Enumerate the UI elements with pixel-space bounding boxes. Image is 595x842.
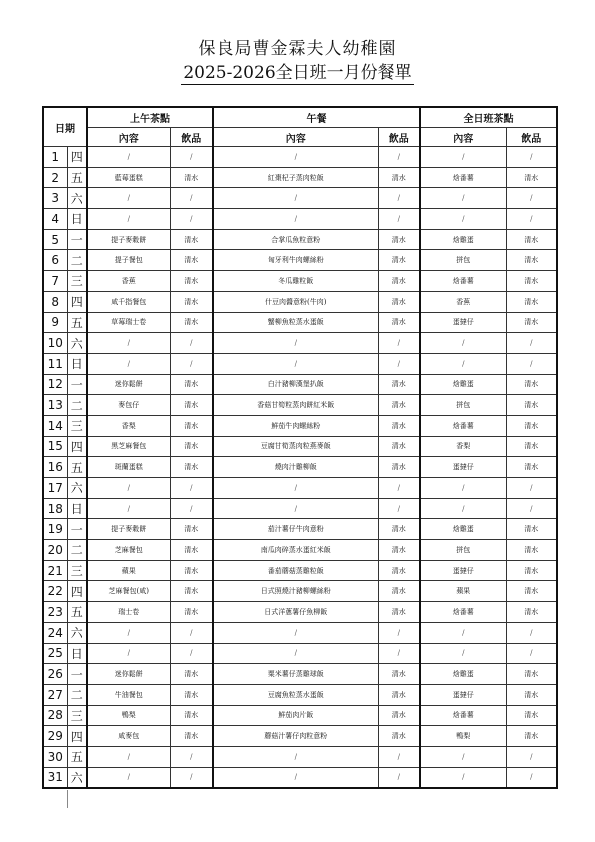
pm-snack-content: 蛋撻仔: [420, 312, 506, 333]
pm-snack-content: 焓雞蛋: [420, 664, 506, 685]
lunch-drink: 清水: [378, 312, 420, 333]
am-snack-drink: /: [170, 209, 213, 230]
day-number: 16: [43, 457, 67, 478]
day-number: 26: [43, 664, 67, 685]
pm-snack-content: /: [420, 498, 506, 519]
am-snack-drink: 清水: [170, 540, 213, 561]
pm-snack-content: 焓番薯: [420, 415, 506, 436]
pm-snack-drink: /: [506, 622, 557, 643]
day-number: 21: [43, 560, 67, 581]
table-row: [43, 250, 557, 271]
am-snack-drink: 清水: [170, 664, 213, 685]
am-snack-content: 蘋果: [87, 560, 170, 581]
weekday: 六: [67, 622, 87, 643]
am-snack-content: 咸麥包: [87, 726, 170, 747]
am-snack-content: /: [87, 767, 170, 788]
pm-snack-drink: /: [506, 333, 557, 354]
day-number: 15: [43, 436, 67, 457]
am-snack-header: 上午茶點: [87, 107, 213, 128]
am-snack-drink: 清水: [170, 415, 213, 436]
lunch-drink: 清水: [378, 705, 420, 726]
am-snack-drink: 清水: [170, 602, 213, 623]
am-snack-drink: 清水: [170, 229, 213, 250]
pm-drink-header: 飲品: [506, 128, 557, 147]
lunch-content: /: [213, 478, 378, 499]
lunch-drink: 清水: [378, 519, 420, 540]
lunch-content: 粟米薯仔蒸雞球飯: [213, 664, 378, 685]
table-row: [43, 209, 557, 230]
weekday: 六: [67, 333, 87, 354]
school-name: 保良局曹金霖夫人幼稚園: [198, 39, 397, 59]
am-snack-content: /: [87, 498, 170, 519]
table-row: [43, 291, 557, 312]
lunch-header: 午餐: [213, 107, 420, 128]
lunch-drink: 清水: [378, 395, 420, 416]
pm-snack-drink: 清水: [506, 250, 557, 271]
day-number: 1: [43, 147, 67, 168]
day-number: 2: [43, 167, 67, 188]
am-snack-content: 草莓瑞士卷: [87, 312, 170, 333]
weekday: 二: [67, 684, 87, 705]
day-number: 7: [43, 271, 67, 292]
lunch-content: /: [213, 643, 378, 664]
table-row: [43, 664, 557, 685]
lunch-content: 合掌瓜魚粒意粉: [213, 229, 378, 250]
am-snack-drink: 清水: [170, 684, 213, 705]
am-snack-content: 提子麥穀餅: [87, 519, 170, 540]
day-number: 8: [43, 291, 67, 312]
weekday: 四: [67, 581, 87, 602]
lunch-content: 香菇甘筍粒蒸肉餅紅米飯: [213, 395, 378, 416]
day-number: 4: [43, 209, 67, 230]
pm-snack-drink: /: [506, 478, 557, 499]
lunch-drink: 清水: [378, 540, 420, 561]
am-snack-content: 芝麻餐包(咸): [87, 581, 170, 602]
table-row: [43, 395, 557, 416]
lunch-drink: 清水: [378, 560, 420, 581]
weekday: 日: [67, 353, 87, 374]
lunch-content: 番茄蘑菇蒸雞粒飯: [213, 560, 378, 581]
am-snack-drink: /: [170, 478, 213, 499]
weekday: 二: [67, 250, 87, 271]
am-snack-content: 斑蘭蛋糕: [87, 457, 170, 478]
am-snack-drink: 清水: [170, 291, 213, 312]
lunch-content: 蘑菇汁薯仔肉粒意粉: [213, 726, 378, 747]
am-snack-content: /: [87, 209, 170, 230]
am-drink-header: 飲品: [170, 128, 213, 147]
pm-snack-drink: 清水: [506, 560, 557, 581]
pm-snack-content: 香蕉: [420, 291, 506, 312]
pm-snack-drink: 清水: [506, 291, 557, 312]
am-snack-content: /: [87, 622, 170, 643]
date-header: 日期: [43, 107, 87, 147]
day-number: 18: [43, 498, 67, 519]
weekday: 日: [67, 643, 87, 664]
am-snack-drink: 清水: [170, 726, 213, 747]
pm-snack-content: 拼包: [420, 250, 506, 271]
day-number: 11: [43, 353, 67, 374]
day-number: 25: [43, 643, 67, 664]
lunch-content: /: [213, 353, 378, 374]
lunch-content: /: [213, 188, 378, 209]
am-snack-content: 麥包仔: [87, 395, 170, 416]
day-number: 13: [43, 395, 67, 416]
pm-snack-content: /: [420, 188, 506, 209]
weekday: 二: [67, 540, 87, 561]
weekday: 五: [67, 746, 87, 767]
pm-snack-drink: 清水: [506, 312, 557, 333]
am-snack-drink: 清水: [170, 271, 213, 292]
weekday: 一: [67, 374, 87, 395]
pm-snack-drink: 清水: [506, 684, 557, 705]
day-number: 5: [43, 229, 67, 250]
am-snack-content: /: [87, 478, 170, 499]
table-row: [43, 147, 557, 168]
am-snack-content: 迷你鬆餅: [87, 374, 170, 395]
table-row: [43, 519, 557, 540]
pm-snack-content: /: [420, 622, 506, 643]
pm-snack-content: /: [420, 643, 506, 664]
pm-snack-drink: 清水: [506, 229, 557, 250]
lunch-content-header: 內容: [213, 128, 378, 147]
weekday: 四: [67, 436, 87, 457]
am-snack-content: /: [87, 333, 170, 354]
lunch-drink: 清水: [378, 271, 420, 292]
am-snack-drink: 清水: [170, 519, 213, 540]
weekday: 五: [67, 167, 87, 188]
am-snack-drink: 清水: [170, 374, 213, 395]
am-snack-content: 芝麻餐包: [87, 540, 170, 561]
table-row: [43, 415, 557, 436]
day-number: 6: [43, 250, 67, 271]
lunch-content: 豆腐魚粒蒸水蛋飯: [213, 684, 378, 705]
day-number: 27: [43, 684, 67, 705]
pm-snack-content: 蛋撻仔: [420, 457, 506, 478]
pm-snack-drink: 清水: [506, 415, 557, 436]
table-row: [43, 705, 557, 726]
pm-snack-drink: 清水: [506, 705, 557, 726]
lunch-drink: 清水: [378, 291, 420, 312]
lunch-content: /: [213, 622, 378, 643]
day-number: 29: [43, 726, 67, 747]
weekday: 日: [67, 498, 87, 519]
am-snack-content: /: [87, 746, 170, 767]
am-snack-drink: /: [170, 643, 213, 664]
am-snack-content: 香梨: [87, 415, 170, 436]
lunch-drink: /: [378, 353, 420, 374]
day-number: 19: [43, 519, 67, 540]
lunch-drink: /: [378, 333, 420, 354]
am-snack-content: 藍莓蛋糕: [87, 167, 170, 188]
am-snack-drink: /: [170, 353, 213, 374]
pm-snack-drink: 清水: [506, 602, 557, 623]
weekday: 三: [67, 705, 87, 726]
am-snack-drink: 清水: [170, 457, 213, 478]
weekday: 三: [67, 560, 87, 581]
am-snack-content: /: [87, 353, 170, 374]
pm-snack-content: 焓番薯: [420, 705, 506, 726]
day-number: 23: [43, 602, 67, 623]
weekday: 六: [67, 188, 87, 209]
pm-snack-drink: /: [506, 767, 557, 788]
table-row: [43, 312, 557, 333]
pm-snack-content: /: [420, 767, 506, 788]
menu-table: [42, 106, 558, 789]
weekday: 二: [67, 395, 87, 416]
pm-snack-content: /: [420, 147, 506, 168]
lunch-content: /: [213, 333, 378, 354]
am-snack-drink: /: [170, 498, 213, 519]
weekday: 四: [67, 291, 87, 312]
table-row: [43, 478, 557, 499]
table-row: [43, 436, 557, 457]
table-row: [43, 188, 557, 209]
lunch-content: /: [213, 209, 378, 230]
table-row: [43, 767, 557, 788]
table-row: [43, 560, 557, 581]
am-snack-drink: 清水: [170, 312, 213, 333]
table-row: [43, 333, 557, 354]
am-snack-content: 香蕉: [87, 271, 170, 292]
pm-snack-content: 鴨梨: [420, 726, 506, 747]
pm-snack-content: /: [420, 353, 506, 374]
pm-snack-drink: 清水: [506, 457, 557, 478]
pm-content-header: 內容: [420, 128, 506, 147]
pm-snack-content: 蘋果: [420, 581, 506, 602]
lunch-drink: 清水: [378, 457, 420, 478]
am-snack-drink: /: [170, 622, 213, 643]
lunch-drink: /: [378, 643, 420, 664]
pm-snack-content: 焓雞蛋: [420, 519, 506, 540]
am-snack-drink: /: [170, 767, 213, 788]
weekday: 四: [67, 726, 87, 747]
day-number: 12: [43, 374, 67, 395]
table-row: [43, 602, 557, 623]
pm-snack-drink: /: [506, 643, 557, 664]
table-row: [43, 622, 557, 643]
lunch-content: 燒肉汁雞柳飯: [213, 457, 378, 478]
pm-snack-drink: /: [506, 746, 557, 767]
pm-snack-content: 香梨: [420, 436, 506, 457]
am-snack-drink: /: [170, 746, 213, 767]
am-content-header: 內容: [87, 128, 170, 147]
am-snack-drink: /: [170, 147, 213, 168]
pm-snack-drink: 清水: [506, 374, 557, 395]
pm-snack-drink: 清水: [506, 271, 557, 292]
lunch-content: 鮮茄牛肉螺絲粉: [213, 415, 378, 436]
day-number: 20: [43, 540, 67, 561]
pm-snack-content: 焓番薯: [420, 271, 506, 292]
pm-snack-content: /: [420, 333, 506, 354]
pm-snack-content: 焓雞蛋: [420, 229, 506, 250]
am-snack-content: 鴨梨: [87, 705, 170, 726]
lunch-drink: 清水: [378, 664, 420, 685]
lunch-drink: /: [378, 147, 420, 168]
lunch-drink: /: [378, 498, 420, 519]
table-row: [43, 271, 557, 292]
weekday: 一: [67, 519, 87, 540]
weekday: 一: [67, 229, 87, 250]
table-row: [43, 540, 557, 561]
day-number: 10: [43, 333, 67, 354]
pm-snack-drink: /: [506, 147, 557, 168]
day-number: 14: [43, 415, 67, 436]
weekday: 日: [67, 209, 87, 230]
lunch-drink: 清水: [378, 167, 420, 188]
day-number: 17: [43, 478, 67, 499]
lunch-content: 日式照燒汁豬柳螺絲粉: [213, 581, 378, 602]
am-snack-drink: 清水: [170, 395, 213, 416]
pm-snack-drink: 清水: [506, 540, 557, 561]
table-row: [43, 374, 557, 395]
lunch-content: 茄汁薯仔牛肉意粉: [213, 519, 378, 540]
table-row: [43, 726, 557, 747]
lunch-drink: 清水: [378, 602, 420, 623]
table-row: [43, 457, 557, 478]
day-number: 28: [43, 705, 67, 726]
pm-snack-content: 拼包: [420, 540, 506, 561]
pm-snack-drink: 清水: [506, 395, 557, 416]
am-snack-content: 瑞士卷: [87, 602, 170, 623]
day-number: 22: [43, 581, 67, 602]
lunch-content: 鮮茄肉片飯: [213, 705, 378, 726]
lunch-drink: 清水: [378, 581, 420, 602]
lunch-drink: 清水: [378, 229, 420, 250]
lunch-drink: 清水: [378, 415, 420, 436]
pm-snack-content: /: [420, 478, 506, 499]
weekday: 五: [67, 457, 87, 478]
margin-line: [67, 790, 68, 808]
weekday: 六: [67, 478, 87, 499]
lunch-drink: 清水: [378, 250, 420, 271]
lunch-drink: 清水: [378, 436, 420, 457]
day-number: 3: [43, 188, 67, 209]
lunch-content: 白汁豬柳漢堡扒飯: [213, 374, 378, 395]
weekday: 四: [67, 147, 87, 168]
lunch-content: 什豆肉醬意粉(牛肉): [213, 291, 378, 312]
lunch-content: 冬瓜雞粒飯: [213, 271, 378, 292]
lunch-drink: 清水: [378, 374, 420, 395]
am-snack-drink: 清水: [170, 436, 213, 457]
table-row: [43, 684, 557, 705]
pm-snack-content: /: [420, 209, 506, 230]
pm-snack-header: 全日班茶點: [420, 107, 557, 128]
menu-rows: [43, 147, 557, 788]
lunch-drink: /: [378, 478, 420, 499]
lunch-content: 豆腐甘筍蒸肉粒燕麥飯: [213, 436, 378, 457]
pm-snack-drink: 清水: [506, 519, 557, 540]
table-row: [43, 643, 557, 664]
am-snack-content: 提子餐包: [87, 250, 170, 271]
menu-title: [0, 58, 595, 83]
pm-snack-content: 蛋撻仔: [420, 560, 506, 581]
am-snack-content: 牛油餐包: [87, 684, 170, 705]
pm-snack-drink: 清水: [506, 436, 557, 457]
pm-snack-drink: 清水: [506, 726, 557, 747]
lunch-content: 匈牙利牛肉螺絲粉: [213, 250, 378, 271]
table-row: [43, 498, 557, 519]
am-snack-content: 迷你鬆餅: [87, 664, 170, 685]
lunch-content: 日式洋蔥薯仔魚柳飯: [213, 602, 378, 623]
weekday: 一: [67, 664, 87, 685]
am-snack-drink: 清水: [170, 167, 213, 188]
lunch-content: /: [213, 498, 378, 519]
am-snack-drink: 清水: [170, 250, 213, 271]
lunch-content: 南瓜肉碎蒸水蛋紅米飯: [213, 540, 378, 561]
lunch-drink: /: [378, 746, 420, 767]
table-row: [43, 229, 557, 250]
weekday: 五: [67, 602, 87, 623]
am-snack-drink: /: [170, 333, 213, 354]
am-snack-content: /: [87, 188, 170, 209]
pm-snack-drink: /: [506, 188, 557, 209]
lunch-content: /: [213, 147, 378, 168]
pm-snack-drink: 清水: [506, 581, 557, 602]
pm-snack-content: 焓番薯: [420, 602, 506, 623]
lunch-drink: /: [378, 188, 420, 209]
lunch-drink: 清水: [378, 684, 420, 705]
pm-snack-content: 拼包: [420, 395, 506, 416]
day-number: 30: [43, 746, 67, 767]
am-snack-drink: /: [170, 188, 213, 209]
pm-snack-drink: /: [506, 209, 557, 230]
weekday: 六: [67, 767, 87, 788]
table-row: [43, 353, 557, 374]
weekday: 三: [67, 415, 87, 436]
lunch-drink: /: [378, 209, 420, 230]
day-number: 31: [43, 767, 67, 788]
pm-snack-content: 蛋撻仔: [420, 684, 506, 705]
day-number: 24: [43, 622, 67, 643]
lunch-content: /: [213, 746, 378, 767]
lunch-content: /: [213, 767, 378, 788]
menu-title-text: 2025-2026全日班一月份餐單: [183, 63, 412, 83]
pm-snack-content: /: [420, 746, 506, 767]
weekday: 三: [67, 271, 87, 292]
pm-snack-drink: 清水: [506, 664, 557, 685]
am-snack-drink: 清水: [170, 560, 213, 581]
am-snack-content: /: [87, 643, 170, 664]
table-row: [43, 746, 557, 767]
pm-snack-content: 焓雞蛋: [420, 374, 506, 395]
am-snack-drink: 清水: [170, 705, 213, 726]
table-row: [43, 167, 557, 188]
table-row: [43, 581, 557, 602]
weekday: 五: [67, 312, 87, 333]
am-snack-content: /: [87, 147, 170, 168]
pm-snack-drink: /: [506, 353, 557, 374]
lunch-content: 紅棗杞子蒸肉粒飯: [213, 167, 378, 188]
lunch-drink: /: [378, 622, 420, 643]
pm-snack-drink: /: [506, 498, 557, 519]
lunch-drink: 清水: [378, 726, 420, 747]
am-snack-content: 咸千指餐包: [87, 291, 170, 312]
pm-snack-content: 焓番薯: [420, 167, 506, 188]
am-snack-drink: 清水: [170, 581, 213, 602]
pm-snack-drink: 清水: [506, 167, 557, 188]
lunch-drink-header: 飲品: [378, 128, 420, 147]
day-number: 9: [43, 312, 67, 333]
am-snack-content: 提子麥穀餅: [87, 229, 170, 250]
lunch-content: 蟹柳魚粒蒸水蛋飯: [213, 312, 378, 333]
lunch-drink: /: [378, 767, 420, 788]
am-snack-content: 黑芝麻餐包: [87, 436, 170, 457]
